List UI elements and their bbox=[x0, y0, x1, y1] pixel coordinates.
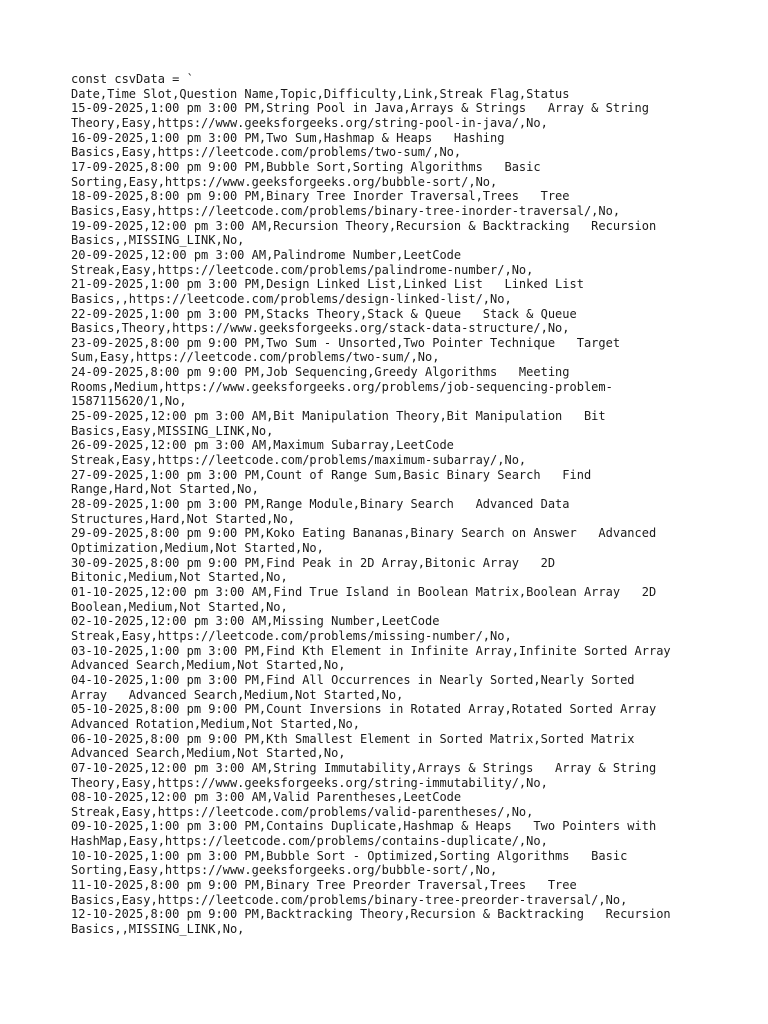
code-line: 24-09-2025,8:00 pm 9:00 PM,Job Sequencing,Greedy Algorithms Meeting bbox=[71, 365, 570, 380]
code-line: Theory,Easy,https://www.geeksforgeeks.org/string-immutability/,No, bbox=[71, 775, 548, 790]
code-line: Array Advanced Search,Medium,Not Started,No, bbox=[71, 687, 404, 702]
code-line: Advanced Search,Medium,Not Started,No, bbox=[71, 746, 346, 761]
code-line: 1587115620/1,No, bbox=[71, 394, 187, 409]
code-line: Streak,Easy,https://leetcode.com/problems/palindrome-number/,No, bbox=[71, 262, 534, 277]
code-line: Theory,Easy,https://www.geeksforgeeks.org/string-pool-in-java/,No, bbox=[71, 115, 548, 130]
code-line: 04-10-2025,1:00 pm 3:00 PM,Find All Occurrences in Nearly Sorted,Nearly Sorted bbox=[71, 672, 635, 687]
code-line: Streak,Easy,https://leetcode.com/problems/maximum-subarray/,No, bbox=[71, 453, 527, 468]
code-line: 10-10-2025,1:00 pm 3:00 PM,Bubble Sort - Optimized,Sorting Algorithms Basic bbox=[71, 848, 628, 863]
code-line: Basics,Easy,https://leetcode.com/problems/two-sum/,No, bbox=[71, 145, 462, 160]
code-line: 21-09-2025,1:00 pm 3:00 PM,Design Linked List,Linked List Linked List bbox=[71, 277, 584, 292]
code-line: 22-09-2025,1:00 pm 3:00 PM,Stacks Theory,Stack & Queue Stack & Queue bbox=[71, 306, 577, 321]
code-line: 06-10-2025,8:00 pm 9:00 PM,Kth Smallest Element in Sorted Matrix,Sorted Matrix bbox=[71, 731, 635, 746]
code-line: 01-10-2025,12:00 pm 3:00 AM,Find True Island in Boolean Matrix,Boolean Array 2D bbox=[71, 584, 657, 599]
code-line: 05-10-2025,8:00 pm 9:00 PM,Count Inversions in Rotated Array,Rotated Sorted Array bbox=[71, 702, 657, 717]
code-line: 16-09-2025,1:00 pm 3:00 PM,Two Sum,Hashmap & Heaps Hashing bbox=[71, 130, 505, 145]
code-line: Basics,Theory,https://www.geeksforgeeks.org/stack-data-structure/,No, bbox=[71, 321, 570, 336]
code-line: 15-09-2025,1:00 pm 3:00 PM,String Pool in Java,Arrays & Strings Array & String bbox=[71, 101, 649, 116]
code-line: Basics,,MISSING_LINK,No, bbox=[71, 922, 245, 937]
code-line: Range,Hard,Not Started,No, bbox=[71, 482, 259, 497]
code-line: 08-10-2025,12:00 pm 3:00 AM,Valid Parentheses,LeetCode bbox=[71, 790, 462, 805]
code-line: Bitonic,Medium,Not Started,No, bbox=[71, 570, 288, 585]
code-line: 29-09-2025,8:00 pm 9:00 PM,Koko Eating Bananas,Binary Search on Answer Advanced bbox=[71, 526, 657, 541]
code-line: Streak,Easy,https://leetcode.com/problems/valid-parentheses/,No, bbox=[71, 804, 534, 819]
code-line: Basics,,MISSING_LINK,No, bbox=[71, 233, 245, 248]
code-line: 23-09-2025,8:00 pm 9:00 PM,Two Sum - Unsorted,Two Pointer Technique Target bbox=[71, 335, 621, 350]
code-line: Sorting,Easy,https://www.geeksforgeeks.org/bubble-sort/,No, bbox=[71, 174, 498, 189]
csv-code-block bbox=[71, 72, 711, 937]
code-line: Rooms,Medium,https://www.geeksforgeeks.org/problems/job-sequencing-problem- bbox=[71, 379, 613, 394]
code-line: Advanced Search,Medium,Not Started,No, bbox=[71, 658, 346, 673]
code-line: 19-09-2025,12:00 pm 3:00 AM,Recursion Theory,Recursion & Backtracking Recursion bbox=[71, 218, 657, 233]
code-line: Advanced Rotation,Medium,Not Started,No, bbox=[71, 716, 360, 731]
code-line: Date,Time Slot,Question Name,Topic,Difficulty,Link,Streak Flag,Status bbox=[71, 86, 570, 101]
code-line: 18-09-2025,8:00 pm 9:00 PM,Binary Tree Inorder Traversal,Trees Tree bbox=[71, 189, 570, 204]
code-line: Optimization,Medium,Not Started,No, bbox=[71, 541, 324, 555]
code-line: Streak,Easy,https://leetcode.com/problems/missing-number/,No, bbox=[71, 628, 512, 643]
code-line: 30-09-2025,8:00 pm 9:00 PM,Find Peak in 2D Array,Bitonic Array 2D bbox=[71, 555, 556, 570]
code-line: 02-10-2025,12:00 pm 3:00 AM,Missing Number,LeetCode bbox=[71, 614, 440, 629]
code-line: const csvData = ` bbox=[71, 72, 194, 86]
code-line: 26-09-2025,12:00 pm 3:00 AM,Maximum Subarray,LeetCode bbox=[71, 438, 454, 453]
code-line: 20-09-2025,12:00 pm 3:00 AM,Palindrome Number,LeetCode bbox=[71, 247, 462, 262]
code-line: 03-10-2025,1:00 pm 3:00 PM,Find Kth Element in Infinite Array,Infinite Sorted Array bbox=[71, 643, 671, 658]
code-line: HashMap,Easy,https://leetcode.com/problems/contains-duplicate/,No, bbox=[71, 834, 548, 849]
code-line: Sum,Easy,https://leetcode.com/problems/two-sum/,No, bbox=[71, 350, 440, 365]
code-line: 09-10-2025,1:00 pm 3:00 PM,Contains Duplicate,Hashmap & Heaps Two Pointers with bbox=[71, 819, 657, 834]
code-line: Basics,Easy,MISSING_LINK,No, bbox=[71, 423, 274, 438]
code-line: 27-09-2025,1:00 pm 3:00 PM,Count of Range Sum,Basic Binary Search Find bbox=[71, 467, 592, 482]
code-line: 25-09-2025,12:00 pm 3:00 AM,Bit Manipulation Theory,Bit Manipulation Bit bbox=[71, 409, 606, 424]
code-line: Structures,Hard,Not Started,No, bbox=[71, 511, 295, 526]
code-line: 12-10-2025,8:00 pm 9:00 PM,Backtracking Theory,Recursion & Backtracking Recursion bbox=[71, 907, 671, 922]
code-line: Sorting,Easy,https://www.geeksforgeeks.org/bubble-sort/,No, bbox=[71, 863, 498, 878]
code-line: 28-09-2025,1:00 pm 3:00 PM,Range Module,Binary Search Advanced Data bbox=[71, 497, 570, 512]
code-line: Basics,Easy,https://leetcode.com/problems/binary-tree-inorder-traversal/,No, bbox=[71, 203, 621, 218]
code-line: 11-10-2025,8:00 pm 9:00 PM,Binary Tree Preorder Traversal,Trees Tree bbox=[71, 878, 577, 893]
code-line: Boolean,Medium,Not Started,No, bbox=[71, 599, 288, 614]
code-line: 17-09-2025,8:00 pm 9:00 PM,Bubble Sort,Sorting Algorithms Basic bbox=[71, 159, 541, 174]
code-line: Basics,,https://leetcode.com/problems/design-linked-list/,No, bbox=[71, 291, 512, 306]
code-line: 07-10-2025,12:00 pm 3:00 AM,String Immutability,Arrays & Strings Array & String bbox=[71, 760, 657, 775]
code-line: Basics,Easy,https://leetcode.com/problems/binary-tree-preorder-traversal/,No, bbox=[71, 892, 628, 907]
